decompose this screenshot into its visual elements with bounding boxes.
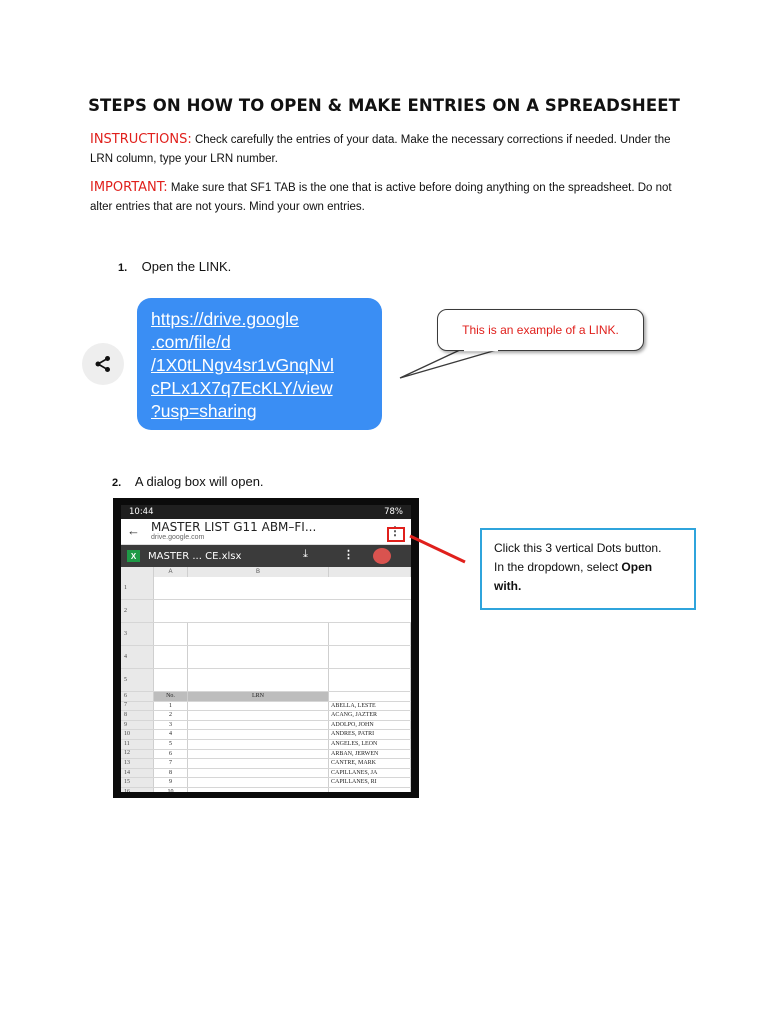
status-battery: 78% xyxy=(384,507,403,517)
cell-no[interactable]: 10 xyxy=(154,788,188,792)
cell-name[interactable]: ABELLA, LESTE xyxy=(329,702,411,711)
cell[interactable] xyxy=(154,623,188,645)
cell[interactable] xyxy=(329,623,411,645)
table-row[interactable] xyxy=(121,623,411,646)
cell-lrn[interactable] xyxy=(188,730,329,739)
cell[interactable] xyxy=(188,623,329,645)
column-header-row xyxy=(121,567,411,577)
excel-icon: X xyxy=(127,550,140,562)
file-title: MASTER LIST G11 ABM–FI... xyxy=(151,520,317,534)
step-1-text: Open the LINK. xyxy=(141,259,232,274)
important-text: Make sure that SF1 TAB is the one that is active before doing anything on the spreadsheet. Do not alter entries that are not yours. Mind your own entries. xyxy=(90,182,672,213)
instructions-text: Check carefully the entries of your data. Make the necessary corrections if needed. Under the LRN column, type your LRN number. xyxy=(90,134,671,165)
link-text-line[interactable]: https://drive.google xyxy=(151,309,299,329)
column-header[interactable]: B xyxy=(188,567,329,577)
row-number: 10 xyxy=(121,730,154,739)
important-paragraph xyxy=(90,178,680,217)
row-number: 14 xyxy=(121,769,154,778)
table-row[interactable] xyxy=(121,721,411,731)
step-2-text: A dialog box will open. xyxy=(134,474,264,489)
table-row[interactable] xyxy=(121,600,411,623)
cell-no[interactable]: 1 xyxy=(154,702,188,711)
header-cell-name[interactable] xyxy=(329,692,411,701)
cell[interactable] xyxy=(188,669,329,691)
row-number: 13 xyxy=(121,759,154,768)
phone-screenshot xyxy=(113,498,419,798)
cell-name[interactable]: ACANG, JAZTER xyxy=(329,711,411,720)
table-row[interactable] xyxy=(121,769,411,779)
link-text-line[interactable]: cPLx1X7q7EcKLY/view xyxy=(151,378,333,398)
cell-no[interactable]: 4 xyxy=(154,730,188,739)
row-number: 9 xyxy=(121,721,154,730)
row-number: 16 xyxy=(121,788,154,792)
corner-cell xyxy=(121,567,154,577)
cell-lrn[interactable] xyxy=(188,759,329,768)
cell-name[interactable] xyxy=(329,788,411,792)
spreadsheet-grid xyxy=(121,567,411,792)
cell-no[interactable]: 7 xyxy=(154,759,188,768)
table-row[interactable] xyxy=(121,702,411,712)
cell-name[interactable]: CANTRE, MARK xyxy=(329,759,411,768)
toolbar-more-icon[interactable]: ⋮ xyxy=(343,549,354,561)
cell-no[interactable]: 8 xyxy=(154,769,188,778)
row-number: 4 xyxy=(121,646,154,668)
row-number: 6 xyxy=(121,692,154,701)
cell-name[interactable]: CAPILLANES, RI xyxy=(329,778,411,787)
dots-instruction-callout xyxy=(480,528,696,610)
row-number: 2 xyxy=(121,600,154,622)
download-icon[interactable]: ⤓ xyxy=(303,548,308,560)
back-arrow-icon[interactable]: ← xyxy=(127,523,140,538)
instructions-label: INSTRUCTIONS: xyxy=(90,132,192,147)
cell-no[interactable]: 3 xyxy=(154,721,188,730)
table-row[interactable] xyxy=(121,759,411,769)
column-header[interactable]: A xyxy=(154,567,188,577)
cell-lrn[interactable] xyxy=(188,778,329,787)
table-row[interactable] xyxy=(121,711,411,721)
callout-with-text: with. xyxy=(494,579,522,593)
table-row[interactable] xyxy=(121,788,411,792)
file-source: drive.google.com xyxy=(151,534,205,541)
cell[interactable] xyxy=(154,669,188,691)
row-number: 5 xyxy=(121,669,154,691)
merged-cell[interactable] xyxy=(154,600,411,622)
dots-highlight-box xyxy=(387,527,405,542)
cell-name[interactable]: ADOLPO, JOHN xyxy=(329,721,411,730)
link-message-bubble xyxy=(137,298,382,430)
table-row[interactable] xyxy=(121,669,411,692)
step-1-number: 1. xyxy=(118,262,128,274)
instructions-paragraph xyxy=(90,130,680,169)
cell-no[interactable]: 6 xyxy=(154,750,188,759)
more-options-icon[interactable]: ⋮ xyxy=(389,524,401,538)
cell-name[interactable]: ARBAN, JERWEN xyxy=(329,750,411,759)
phone-screen xyxy=(121,505,411,792)
table-row[interactable] xyxy=(121,778,411,788)
share-icon xyxy=(94,355,112,373)
table-row[interactable] xyxy=(121,646,411,669)
cell[interactable] xyxy=(329,669,411,691)
cell-lrn[interactable] xyxy=(188,721,329,730)
cell-no[interactable]: 9 xyxy=(154,778,188,787)
table-row[interactable] xyxy=(121,740,411,750)
row-number: 7 xyxy=(121,702,154,711)
merged-cell[interactable] xyxy=(154,577,411,599)
cell[interactable] xyxy=(329,646,411,668)
cell-no[interactable]: 5 xyxy=(154,740,188,749)
row-grid xyxy=(121,577,411,792)
row-number: 1 xyxy=(121,577,154,599)
row-number: 11 xyxy=(121,740,154,749)
cell-lrn[interactable] xyxy=(188,788,329,792)
callout-line xyxy=(494,558,682,577)
cell-lrn[interactable] xyxy=(188,750,329,759)
link-example-callout: This is an example of a LINK. xyxy=(437,309,644,351)
app-bar xyxy=(121,519,411,545)
step-2-number: 2. xyxy=(112,477,122,489)
step-2 xyxy=(112,474,264,489)
share-button[interactable] xyxy=(82,343,124,385)
table-row[interactable] xyxy=(121,577,411,600)
avatar[interactable] xyxy=(373,548,391,564)
callout-open-text: Open xyxy=(621,560,653,574)
header-cell-lrn[interactable]: LRN xyxy=(188,692,329,701)
cell[interactable] xyxy=(188,646,329,668)
cell-name[interactable]: CAPILLANES, JA xyxy=(329,769,411,778)
callout-line: Click this 3 vertical Dots button. xyxy=(494,541,662,555)
file-name: MASTER ... CE.xlsx xyxy=(148,550,242,562)
cell-lrn[interactable] xyxy=(188,769,329,778)
important-label: IMPORTANT: xyxy=(90,180,168,195)
viewer-toolbar xyxy=(121,545,411,567)
status-bar xyxy=(121,505,411,519)
cell[interactable] xyxy=(154,646,188,668)
status-time: 10:44 xyxy=(129,507,154,517)
cell-name[interactable]: ANGELES, LEON xyxy=(329,740,411,749)
page-title: STEPS ON HOW TO OPEN & MAKE ENTRIES ON A SPREADSHEET xyxy=(88,96,680,115)
link-text-line[interactable]: /1X0tLNgv4sr1vGnqNvl xyxy=(151,355,334,375)
link-text-line[interactable]: ?usp=sharing xyxy=(151,401,257,421)
table-header-row[interactable] xyxy=(121,692,411,702)
row-number: 12 xyxy=(121,750,154,759)
cell-lrn[interactable] xyxy=(188,711,329,720)
step-1 xyxy=(118,259,231,274)
row-number: 8 xyxy=(121,711,154,720)
cell-lrn[interactable] xyxy=(188,740,329,749)
row-number: 15 xyxy=(121,778,154,787)
table-row[interactable] xyxy=(121,750,411,760)
callout-line xyxy=(494,577,682,596)
cell-name[interactable]: ANDRES, PATRI xyxy=(329,730,411,739)
column-header[interactable] xyxy=(329,567,411,577)
cell-no[interactable]: 2 xyxy=(154,711,188,720)
cell-lrn[interactable] xyxy=(188,702,329,711)
callout-line-prefix: In the dropdown, select xyxy=(494,560,619,574)
row-number: 3 xyxy=(121,623,154,645)
header-cell-no[interactable]: No. xyxy=(154,692,188,701)
link-text-line[interactable]: .com/file/d xyxy=(151,332,231,352)
table-row[interactable] xyxy=(121,730,411,740)
